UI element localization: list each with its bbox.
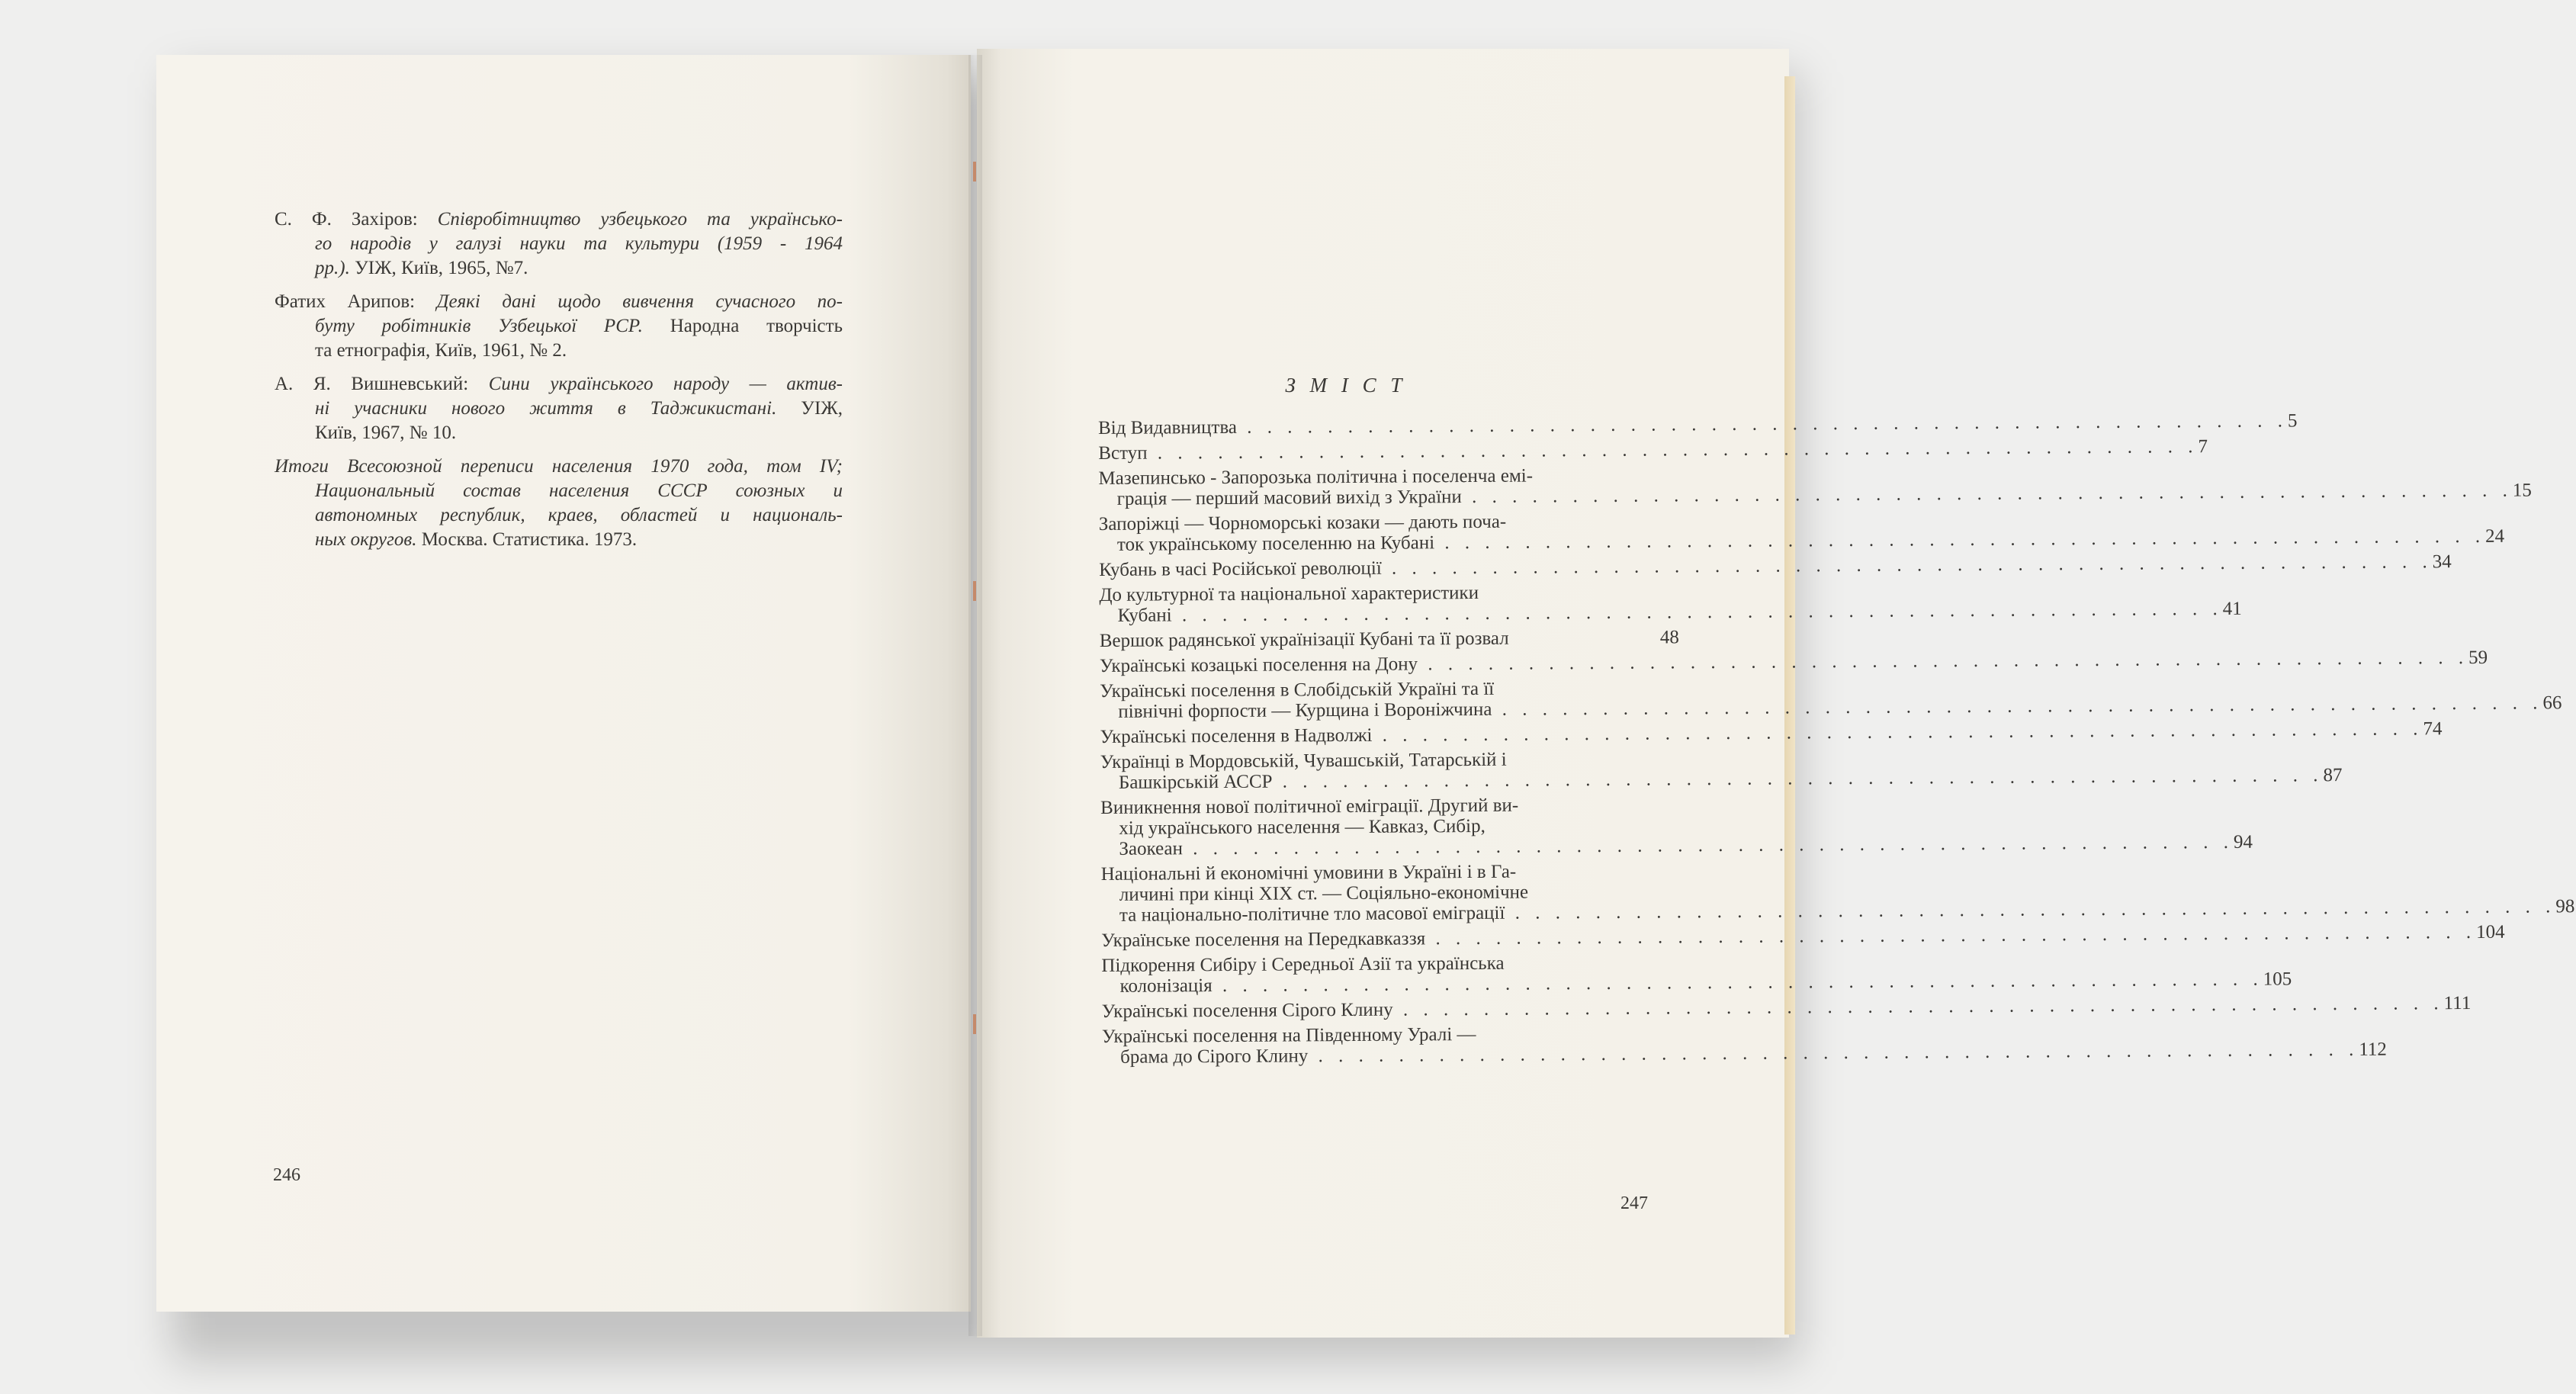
toc-entry-title: [1100, 672, 2542, 722]
reference-line: [275, 372, 843, 397]
toc-page-number: 48: [1659, 627, 1679, 648]
binding-stitch: [973, 162, 976, 181]
reference-line: [275, 397, 843, 421]
toc-entry-line: Башкірській АССР . . .: [1100, 765, 2324, 793]
toc-entry-line: Українські поселення на Південному Уралі —: [1101, 1023, 1476, 1047]
toc-page-number: 59: [2468, 647, 2488, 669]
toc-entry-line: Українські козацькі поселення на Дону . . .: [1100, 647, 2468, 676]
toc-entry-title: [1098, 436, 2198, 464]
reference-text: автономных республик, краев, областей и националь-: [315, 505, 843, 525]
toc-entry-line: Від Видавництва . . .: [1098, 410, 2288, 438]
toc-entry-line: Запоріжці — Чорноморські козаки — дають поча-: [1098, 511, 1507, 535]
toc-page-number: 74: [2423, 718, 2443, 740]
reference-line: [275, 421, 843, 445]
toc-entry-line: Українці в Мордовській, Чувашській, Татарській і: [1100, 749, 1507, 772]
reference-list: [275, 207, 843, 561]
reference-text: ных округов.: [315, 529, 417, 550]
reference-entry: [275, 207, 843, 281]
table-of-contents: [1098, 410, 2575, 1072]
toc-entry: [1101, 921, 2505, 951]
toc-entry-line: Українські поселення Сірого Клину . . .: [1102, 993, 2444, 1022]
toc-entry-title: [1101, 855, 2556, 926]
toc-entry-title: [1100, 628, 1632, 651]
toc-entry: [1100, 627, 1679, 651]
toc-entry: [1101, 1023, 2387, 1068]
reference-text: А. Я. Вишневський:: [275, 374, 489, 394]
toc-entry-title: [1099, 506, 2485, 555]
reference-text: Деякі дані щодо вивчення сучасного по-: [436, 291, 843, 312]
toc-entry-line: колонізація . . .: [1101, 969, 2263, 997]
toc-entry-line: Українські поселення в Слобідській Україні та її: [1100, 678, 1495, 702]
toc-page-number: 94: [2233, 831, 2253, 853]
toc-entry-title: [1100, 647, 2468, 676]
page-number-left: 246: [273, 1165, 300, 1185]
reference-text: Співробітництво узбецького та українсько-: [437, 209, 843, 230]
reference-entry: [275, 454, 843, 552]
toc-entry: [1098, 410, 2298, 438]
page-number-right: 247: [1620, 1193, 1648, 1213]
reference-line: [275, 528, 843, 552]
reference-text: С. Ф. Захіров:: [275, 209, 438, 230]
reference-text: УІЖ, Київ, 1965, №7.: [349, 258, 528, 278]
reference-text: Київ, 1967, № 10.: [315, 422, 457, 443]
toc-page-number: 87: [2323, 765, 2343, 786]
reference-line: [275, 314, 843, 339]
toc-page-number: 104: [2476, 921, 2505, 943]
toc-entry: [1100, 860, 2575, 926]
toc-entry-title: [1100, 791, 2234, 859]
toc-entry-line: грація — перший масовий вихід з України . . .: [1099, 480, 2513, 509]
toc-entry: [1100, 718, 2443, 747]
toc-entry-line: Українське поселення на Передкавказзя . . .: [1101, 922, 2476, 951]
toc-entry: [1101, 952, 2292, 997]
toc-entry-line: Мазепинсько - Запорозька політична і поселенча емі-: [1098, 465, 1534, 489]
toc-entry-title: [1102, 1019, 2359, 1068]
toc-entry-title: [1099, 551, 2433, 580]
reference-line: [275, 479, 843, 503]
reference-text: Фатих Арипов:: [275, 291, 437, 312]
toc-entry-title: [1098, 460, 2513, 509]
toc-entry-line: Кубань в часі Російської революції . . .: [1099, 551, 2433, 580]
toc-entry: [1100, 794, 2253, 859]
toc-page-number: 98: [2555, 896, 2575, 917]
toc-entry-title: [1101, 922, 2476, 951]
toc-entry: [1100, 748, 2343, 793]
toc-entry-line: Заокеан . . .: [1100, 832, 2234, 859]
toc-page-number: 112: [2359, 1039, 2387, 1060]
toc-entry-line: Кубані . . .: [1100, 599, 2223, 626]
toc-page-number: 66: [2542, 692, 2562, 714]
toc-entry: [1099, 581, 2242, 626]
reference-entry: [275, 290, 843, 363]
binding-stitch: [973, 1014, 976, 1034]
reference-text: Народна творчість: [642, 316, 843, 336]
reference-line: [275, 503, 843, 528]
toc-entry-line: Вступ . . .: [1098, 436, 2198, 464]
reference-line: [275, 290, 843, 314]
toc-page-number: 24: [2485, 525, 2505, 547]
toc-entry-title: [1099, 578, 2222, 626]
toc-entry-line: Підкорення Сибіру і Середньої Азії та українська: [1101, 952, 1505, 976]
toc-page-number: 5: [2287, 410, 2298, 432]
reference-text: Москва. Статистика. 1973.: [416, 529, 638, 550]
reference-text: Сини українського народу — актив-: [488, 374, 843, 394]
toc-entry-line: північні форпости — Курщина і Вороніжчина . . .: [1100, 692, 2542, 722]
toc-entry-title: [1101, 949, 2263, 997]
toc-entry-line: ток українському поселенню на Кубані . . .: [1099, 526, 2485, 555]
toc-entry-line: Українські поселення в Надволжі . . .: [1100, 718, 2423, 747]
toc-entry-title: [1100, 744, 2324, 793]
toc-page-number: 105: [2263, 968, 2292, 990]
toc-entry-line: Виникнення нової політичної еміграції. Другий ви-: [1100, 795, 1519, 818]
toc-entry-title: [1102, 993, 2444, 1022]
toc-page-number: 15: [2512, 480, 2532, 501]
toc-entry: [1099, 551, 2452, 580]
toc-entry-line: брама до Сірого Клину . . .: [1102, 1039, 2359, 1068]
reference-line: [275, 256, 843, 281]
reference-text: рр.).: [315, 258, 350, 278]
toc-entry-title: [1100, 718, 2423, 747]
toc-entry: [1101, 993, 2472, 1022]
binding-stitch: [973, 581, 976, 601]
toc-page-number: 41: [2222, 598, 2242, 619]
reference-text: го народів у галузі науки та культури (1959 - 1964: [315, 233, 843, 254]
reference-line: [275, 339, 843, 363]
toc-entry-line: До культурної та національної характеристики: [1099, 582, 1479, 605]
toc-entry: [1100, 677, 2562, 722]
toc-entry: [1098, 510, 2505, 555]
reference-text: УІЖ,: [776, 398, 843, 419]
toc-entry: [1098, 464, 2532, 509]
reference-text: ні учасники нового життя в Таджикистані.: [315, 398, 777, 419]
toc-page-number: 111: [2443, 993, 2472, 1014]
toc-entry-line: хід українського населення — Кавказ, Сибір,: [1119, 815, 1486, 839]
reference-text: Итоги Всесоюзной переписи населения 1970 года, том IV;: [275, 456, 843, 477]
reference-text: Национальный состав населения СССР союзных и: [315, 480, 843, 501]
toc-entry-line: та національно-політичне тло масової еміграції . . .: [1101, 896, 2556, 926]
reference-text: та етнографія, Київ, 1961, № 2.: [315, 340, 567, 361]
toc-entry-line: Національні й економічні умовини в Україні і в Га-: [1100, 861, 1517, 885]
toc-entry-line: Вершок радянської українізації Кубані та її розвал: [1099, 628, 1509, 651]
toc-title: З М І С Т: [1285, 374, 1407, 397]
toc-entry: [1099, 647, 2488, 676]
toc-page-number: 34: [2432, 551, 2452, 573]
toc-page-number: 7: [2198, 436, 2208, 458]
reference-line: [275, 454, 843, 479]
toc-entry-line: личині при кінці XIX ст. — Соціяльно-економічне: [1119, 882, 1529, 905]
reference-line: [275, 207, 843, 232]
toc-entry: [1098, 436, 2208, 464]
reference-text: буту робітників Узбецької РСР.: [315, 316, 643, 336]
reference-line: [275, 232, 843, 256]
book-spine: [968, 55, 982, 1336]
reference-entry: [275, 372, 843, 445]
